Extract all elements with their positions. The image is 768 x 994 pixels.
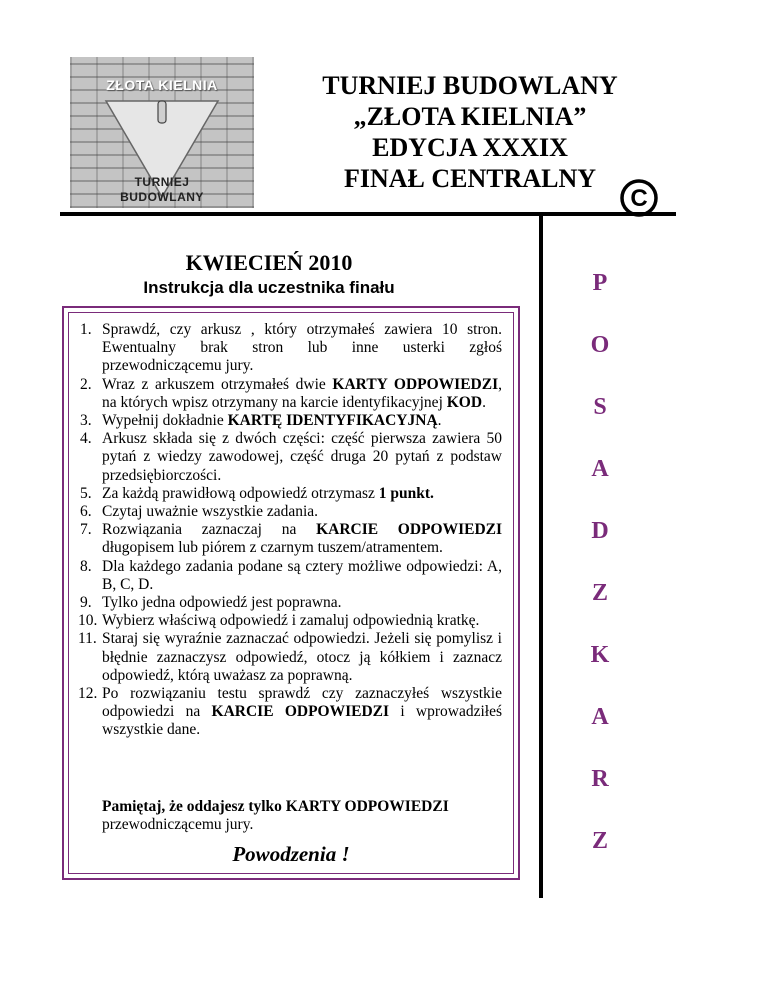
list-item xyxy=(80,321,502,376)
competition-logo xyxy=(70,57,254,208)
list-item xyxy=(80,430,502,485)
item-number: 6. xyxy=(80,503,92,521)
horizontal-divider xyxy=(60,212,676,216)
item-text: Czytaj uważnie wszystkie zadania. xyxy=(102,503,319,521)
item-number: 12. xyxy=(78,685,98,703)
good-luck: Powodzenia ! xyxy=(232,842,350,866)
logo-top-text: ZŁOTA KIELNIA xyxy=(106,77,218,93)
list-item xyxy=(80,521,502,557)
item-bold-text: KARTY ODPOWIEDZI xyxy=(332,375,499,393)
remember-note xyxy=(102,798,502,834)
title-line4: FINAŁ CENTRALNY xyxy=(343,164,597,193)
exam-date: KWIECIEŃ 2010 xyxy=(185,250,353,275)
item-bold-text: 1 punkt. xyxy=(378,484,434,502)
item-text: Po rozwiązaniu testu sprawdź czy zaznaczyłeś wszystkie odpowiedzi na xyxy=(102,685,502,721)
item-text: Staraj się wyraźnie zaznaczać odpowiedzi. Jeżeli się pomylisz i błędnie zaznaczysz odpowiedź, otocz ją kółkiem i zaznacz odpowiedź, którą uważasz za poprawną. xyxy=(102,630,502,684)
logo-bottom-line1: TURNIEJ xyxy=(134,175,190,189)
list-item xyxy=(80,630,502,685)
side-letter: S xyxy=(593,394,607,420)
side-letter: Z xyxy=(591,580,608,606)
item-text: Tylko jedna odpowiedź jest poprawna. xyxy=(102,594,342,612)
item-number: 8. xyxy=(80,557,92,575)
list-item xyxy=(80,376,502,412)
copyright-letter: C xyxy=(630,185,648,212)
item-number: 7. xyxy=(80,521,92,539)
item-text: Sprawdź, czy arkusz , który otrzymałeś zawiera 10 stron. Ewentualny brak stron lub inne usterki zgłoś przewodniczącemu jury. xyxy=(102,321,502,375)
list-item xyxy=(80,594,502,612)
side-letter: P xyxy=(592,270,608,296)
instructions-heading: Instrukcja dla uczestnika finału xyxy=(143,278,395,297)
logo-bottom-text xyxy=(78,175,246,205)
item-number: 5. xyxy=(80,484,92,502)
list-item xyxy=(80,412,502,430)
item-text: Arkusz składa się z dwóch części: część pierwsza zawiera 50 pytań z wiedzy zawodowej, część druga 20 pytań z podstaw przedsiębiorczości. xyxy=(102,430,502,484)
item-text: i wprowadziłeś wszystkie dane. xyxy=(102,703,503,739)
list-item xyxy=(80,558,502,594)
instructions-list xyxy=(80,321,502,740)
item-text: Za każdą prawidłową odpowiedź otrzymasz xyxy=(102,484,379,502)
item-text: . xyxy=(437,412,442,430)
item-number: 11. xyxy=(78,630,97,648)
item-text: Rozwiązania zaznaczaj na xyxy=(102,521,317,539)
item-number: 10. xyxy=(78,612,98,630)
item-number: 2. xyxy=(80,375,92,393)
item-number: 3. xyxy=(80,412,92,430)
side-letter: A xyxy=(591,704,609,730)
side-letter: R xyxy=(591,766,609,792)
side-letter: D xyxy=(591,518,609,544)
item-text: , na których wpisz otrzymany na karcie identyfikacyjnej xyxy=(102,375,502,411)
item-bold-text: KOD xyxy=(446,393,483,411)
side-letter: A xyxy=(591,456,609,482)
item-text: . xyxy=(482,393,486,411)
side-letter: Z xyxy=(591,828,608,854)
title-line2: „ZŁOTA KIELNIA” xyxy=(353,102,587,131)
item-number: 9. xyxy=(80,594,92,612)
item-number: 1. xyxy=(80,321,92,338)
list-item xyxy=(80,685,502,740)
remember-bold: Pamiętaj, że oddajesz tylko KARTY ODPOWIEDZI xyxy=(102,798,449,815)
side-letter: O xyxy=(590,332,610,358)
item-text: Dla każdego zadania podane są cztery możliwe odpowiedzi: A, B, C, D. xyxy=(102,557,502,593)
vertical-divider xyxy=(539,212,543,898)
logo-bottom-line2: BUDOWLANY xyxy=(120,190,204,204)
remember-rest: przewodniczącemu jury. xyxy=(102,816,254,834)
item-bold-text: KARCIE ODPOWIEDZI xyxy=(211,703,390,721)
list-item xyxy=(80,612,502,630)
side-letter: K xyxy=(590,642,610,668)
item-number: 4. xyxy=(80,430,92,448)
item-text: Wypełnij dokładnie xyxy=(102,412,228,430)
title-line1: TURNIEJ BUDOWLANY xyxy=(322,71,618,100)
item-text: długopisem lub piórem z czarnym tuszem/atramentem. xyxy=(102,539,443,557)
item-bold-text: KARTĘ IDENTYFIKACYJNĄ xyxy=(227,412,438,430)
page-title xyxy=(270,70,670,194)
list-item xyxy=(80,485,502,503)
title-line3: EDYCJA XXXIX xyxy=(372,133,568,162)
item-bold-text: KARCIE ODPOWIEDZI xyxy=(316,521,503,539)
list-item xyxy=(80,503,502,521)
item-text: Wraz z arkuszem otrzymałeś dwie xyxy=(102,375,333,393)
item-text: Wybierz właściwą odpowiedź i zamaluj odpowiednią kratkę. xyxy=(102,612,480,630)
